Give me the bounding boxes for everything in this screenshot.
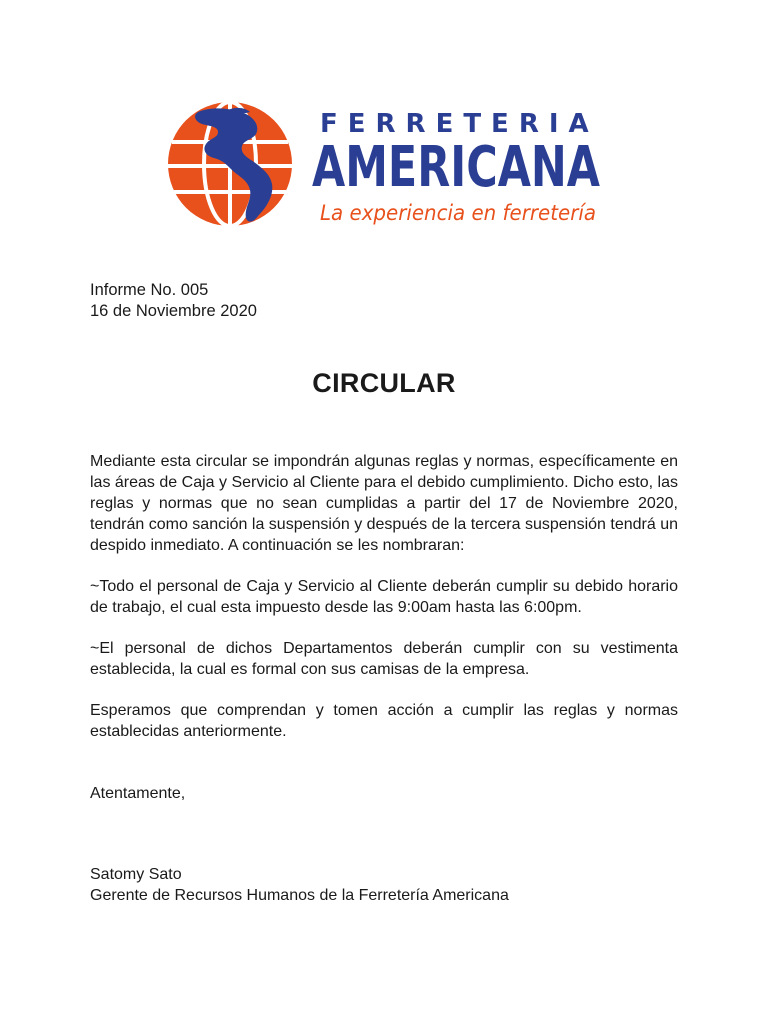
paragraph: Mediante esta circular se impondrán algunas reglas y normas, específicamente en las áreas de Caja y Servicio al Cliente para el debido cumplimiento. Dicho esto, las reglas y normas que no sean cumplidas a partir del 17 de Noviembre 2020, tendrán como sanción la suspensión y después de la tercera suspensión tendrá un despido inmediato. A continuación se les nombraran: [90,453,678,554]
logo-line1: FERRETERIA [320,109,599,139]
globe-icon [168,102,292,226]
circular-body [90,451,678,762]
logo-tagline: La experiencia en ferretería [320,201,596,225]
report-header [90,280,257,322]
signer-role: Gerente de Recursos Humanos de la Ferretería Americana [90,887,509,904]
signer-name: Satomy Sato [90,866,182,883]
report-number: Informe No. 005 [90,281,209,299]
signature-block [90,864,509,906]
paragraph: ~El personal de dichos Departamentos deberán cumplir con su vestimenta establecida, la cual es formal con sus camisas de la empresa. [90,640,678,678]
company-logo [162,104,602,230]
page-title: CIRCULAR [312,368,456,398]
logo-line2: AMERICANA [312,135,601,200]
closing: Atentamente, [90,785,186,802]
report-date: 16 de Noviembre 2020 [90,302,257,320]
paragraph: ~Todo el personal de Caja y Servicio al Cliente deberán cumplir su debido horario de trabajo, el cual esta impuesto desde las 9:00am hasta las 6:00pm. [90,578,678,616]
paragraph: Esperamos que comprendan y tomen acción a cumplir las reglas y normas establecidas anteriormente. [90,702,678,740]
